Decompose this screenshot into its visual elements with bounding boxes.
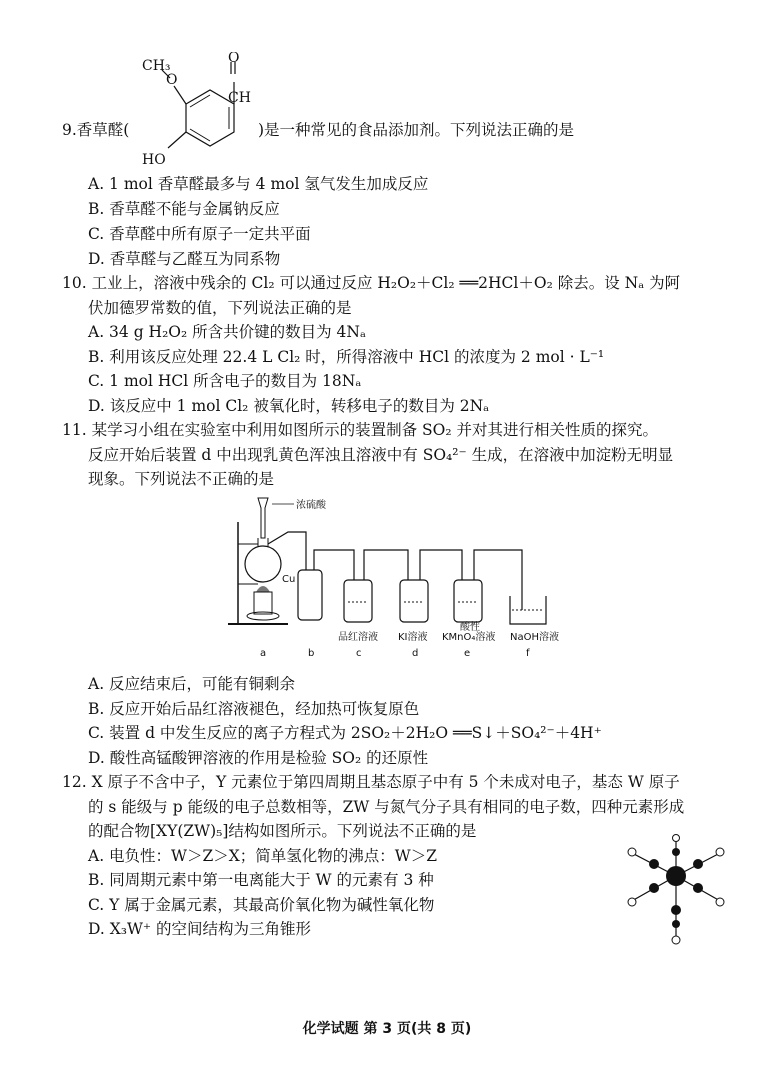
letter-a: a: [260, 648, 267, 659]
q11-option-a: A. 反应结束后，可能有铜剩余: [88, 675, 296, 693]
letter-e: e: [464, 648, 471, 659]
q11-option-b: B. 反应开始后品红溶液褪色，经加热可恢复原色: [88, 700, 420, 718]
q11-option-c: C. 装置 d 中发生反应的离子方程式为 2SO₂＋2H₂O ══S↓＋SO₄²⁻＋4H⁺: [88, 724, 602, 742]
q9-stem-prefix: 9.香草醛(: [62, 121, 130, 139]
vanillin-structure: [128, 52, 278, 170]
q9-option-c: C. 香草醛中所有原子一定共平面: [88, 225, 311, 243]
page-footer: 化学试题 第 3 页(共 8 页): [302, 1021, 472, 1037]
q9-stem-suffix: )是一种常见的食品添加剂。下列说法正确的是: [258, 121, 575, 139]
letter-c: c: [356, 648, 362, 659]
q9-option-a: A. 1 mol 香草醛最多与 4 mol 氢气发生加成反应: [88, 175, 429, 193]
acid-label: 浓硫酸: [296, 500, 326, 511]
letter-b: b: [308, 648, 315, 659]
q12-option-c: C. Y 属于金属元素，其最高价氧化物为碱性氧化物: [88, 896, 435, 914]
letter-d: d: [412, 648, 419, 659]
label-e-top: 酸性: [460, 622, 480, 633]
q9-option-b: B. 香草醛不能与金属钠反应: [88, 200, 280, 218]
ch3-label: CH₃: [142, 58, 171, 74]
label-c-solution: 品红溶液: [338, 632, 378, 643]
q11-line2: 反应开始后装置 d 中出现乳黄色浑浊且溶液中有 SO₄²⁻ 生成，在溶液中加淀粉无明显: [88, 446, 674, 464]
q10-option-b: B. 利用该反应处理 22.4 L Cl₂ 时，所得溶液中 HCl 的浓度为 2 mol · L⁻¹: [88, 348, 605, 366]
apparatus-diagram: [228, 492, 580, 664]
q10-line2: 伏加德罗常数的值，下列说法正确的是: [88, 299, 352, 317]
cu-label: Cu: [282, 574, 296, 585]
q12-option-d: D. X₃W⁺ 的空间结构为三角锥形: [88, 920, 312, 938]
q9-option-d: D. 香草醛与乙醛互为同系物: [88, 250, 281, 268]
q12-line2: 的 s 能级与 p 能级的电子总数相等，ZW 与氮气分子具有相同的电子数，四种元素形成: [88, 798, 685, 816]
q10-option-d: D. 该反应中 1 mol Cl₂ 被氧化时，转移电子的数目为 2Nₐ: [88, 397, 490, 415]
label-d-solution: KI溶液: [398, 632, 428, 643]
q12-line1: 12. X 原子不含中子，Y 元素位于第四周期且基态原子中有 5 个未成对电子，基态 W 原子: [62, 773, 680, 791]
q11-option-d: D. 酸性高锰酸钾溶液的作用是检验 SO₂ 的还原性: [88, 749, 429, 767]
q11-line3: 现象。下列说法不正确的是: [88, 470, 275, 488]
o-label: O: [166, 72, 178, 88]
complex-structure: [618, 830, 738, 950]
cho-o-label: O: [228, 52, 240, 66]
q11-line1: 11. 某学习小组在实验室中利用如图所示的装置制备 SO₂ 并对其进行相关性质的探究。: [62, 421, 658, 439]
q12-line3: 的配合物[XY(ZW)₅]结构如图所示。下列说法不正确的是: [88, 822, 477, 840]
q10-option-c: C. 1 mol HCl 所含电子的数目为 18Nₐ: [88, 372, 362, 390]
label-f-solution: NaOH溶液: [510, 632, 559, 643]
letter-f: f: [526, 648, 530, 659]
q12-option-b: B. 同周期元素中第一电离能大于 W 的元素有 3 种: [88, 871, 434, 889]
q10-line1: 10. 工业上，溶液中残余的 Cl₂ 可以通过反应 H₂O₂＋Cl₂ ══2HCl＋O₂ 除去。设 Nₐ 为阿: [62, 274, 681, 292]
label-e-solution: KMnO₄溶液: [442, 632, 496, 643]
q12-option-a: A. 电负性：W＞Z＞X；简单氢化物的沸点：W＞Z: [88, 847, 437, 865]
q10-option-a: A. 34 g H₂O₂ 所含共价键的数目为 4Nₐ: [88, 323, 366, 341]
ho-label: HO: [142, 152, 166, 168]
cho-label: CH: [228, 90, 251, 106]
